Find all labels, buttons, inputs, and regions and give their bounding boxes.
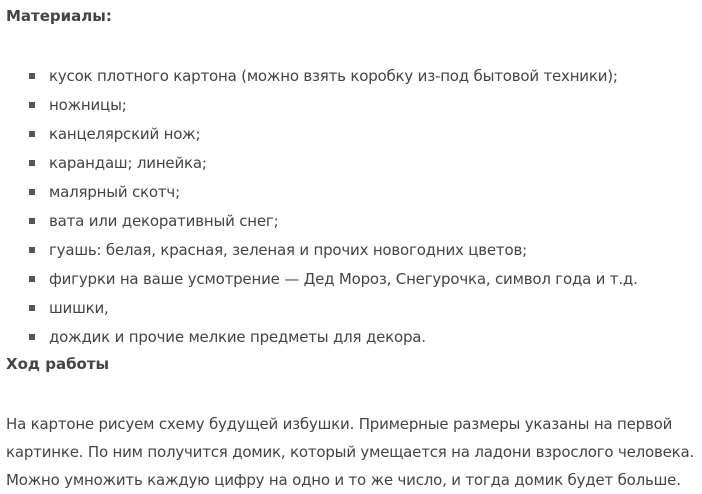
list-item: [6, 178, 638, 207]
square-bullet-icon: [29, 247, 35, 253]
square-bullet-icon: [29, 73, 35, 79]
paragraph-line: На картоне рисуем схему будущей избушки. Примерные размеры указаны на первой: [6, 415, 673, 433]
square-bullet-icon: [29, 102, 35, 108]
square-bullet-icon: [29, 189, 35, 195]
list-item: [6, 207, 638, 236]
work-heading: Ход работы: [6, 355, 110, 373]
list-item-text: кусок плотного картона (можно взять коробку из-под бытовой техники);: [49, 67, 618, 85]
square-bullet-icon: [29, 218, 35, 224]
list-item-text: дождик и прочие мелкие предметы для декора.: [49, 328, 426, 346]
list-item: [6, 62, 638, 91]
list-item-text: шишки,: [49, 299, 109, 317]
materials-heading: Материалы:: [6, 7, 112, 25]
list-item: [6, 120, 638, 149]
work-paragraph: [6, 410, 700, 494]
square-bullet-icon: [29, 131, 35, 137]
list-item: [6, 265, 638, 294]
list-item-text: вата или декоративный снег;: [49, 212, 279, 230]
square-bullet-icon: [29, 276, 35, 282]
paragraph-line: Можно умножить каждую цифру на одно и то же число, и тогда домик будет больше.: [6, 471, 681, 489]
list-item: [6, 294, 638, 323]
list-item: [6, 91, 638, 120]
square-bullet-icon: [29, 160, 35, 166]
list-item-text: канцелярский нож;: [49, 125, 201, 143]
square-bullet-icon: [29, 334, 35, 340]
list-item-text: карандаш; линейка;: [49, 154, 207, 172]
materials-list: [6, 62, 638, 352]
list-item-text: фигурки на ваше усмотрение — Дед Мороз, Снегурочка, символ года и т.д.: [49, 270, 638, 288]
square-bullet-icon: [29, 305, 35, 311]
list-item: [6, 236, 638, 265]
list-item-text: ножницы;: [49, 96, 127, 114]
list-item-text: малярный скотч;: [49, 183, 180, 201]
paragraph-line: картинке. По ним получится домик, который умещается на ладони взрослого человека.: [6, 443, 695, 461]
list-item-text: гуашь: белая, красная, зеленая и прочих новогодних цветов;: [49, 241, 527, 259]
list-item: [6, 149, 638, 178]
list-item: [6, 323, 638, 352]
